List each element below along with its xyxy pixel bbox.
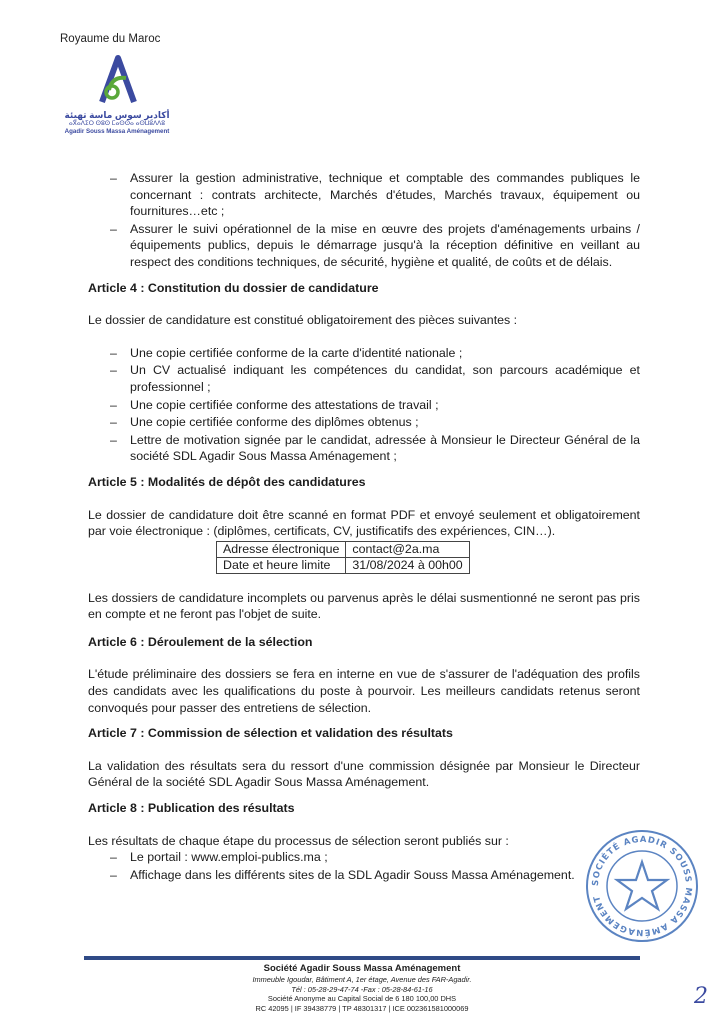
document-body — [88, 170, 640, 884]
table-cell-email: contact@2a.ma — [346, 541, 469, 557]
article-7-text: La validation des résultats sera du ressort d'une commission désignée par Monsieur le Directeur Général de la société SDL Agadir Sous Massa Aménagement. — [88, 758, 640, 790]
list-item: – Une copie certifiée conforme des diplômes obtenus ; — [110, 415, 419, 430]
article-4-list — [88, 345, 640, 465]
footer-company: Société Agadir Souss Massa Aménagement — [263, 963, 461, 974]
list-item: – Affichage dans les différents sites de la SDL Agadir Souss Massa Aménagement. — [110, 867, 575, 882]
footer-address: Immeuble Igoudar, Bâtiment A, 1er étage, Avenue des FAR-Agadir. — [252, 975, 472, 984]
footer-ids: RC 42095 | IF 39438779 | TP 48301317 | ICE 002361581000069 — [255, 1003, 469, 1013]
article-6-text: L'étude préliminaire des dossiers se fera en interne en vue de s'assurer de l'adéquation des profils des candidats avec les qualifications du poste à pourvoir. Les meilleurs candidats retenus seront convoqués pour passer des entretiens de sélection. — [88, 667, 640, 715]
footer-phone: Tél : 05-28-29-47-74 -Fax : 05-28-84-61-16 — [291, 984, 433, 994]
company-logo — [62, 52, 172, 142]
list-item: – Une copie certifiée conforme de la carte d'identité nationale ; — [110, 345, 463, 360]
intro-bullet-list — [88, 170, 640, 271]
footer-divider — [84, 956, 640, 960]
logo-arabic-text: أكادير سوس ماسة تهيئة — [64, 110, 170, 120]
table-row — [217, 557, 470, 573]
list-item: – Lettre de motivation signée par le candidat, adressée à Monsieur le Directeur Général de la société SDL Agadir Sous Massa Aménagement ; — [110, 432, 640, 464]
table-cell-label: Adresse électronique — [217, 541, 346, 557]
article-8-intro: Les résultats de chaque étape du processus de sélection seront publiés sur : — [88, 833, 509, 848]
article-6-heading: Article 6 : Déroulement de la sélection — [88, 634, 313, 649]
table-cell-label: Date et heure limite — [217, 557, 346, 573]
company-stamp-icon — [584, 828, 700, 944]
list-item: – Un CV actualisé indiquant les compétences du candidat, son parcours académique et professionnel ; — [110, 363, 640, 394]
stamp-text: SOCIÉTÉ AGADIR SOUSS MASSA AMÉNAGEMENT — [590, 834, 694, 938]
page-footer — [100, 963, 624, 1013]
list-item: – Le portail : www.emploi-publics.ma ; — [110, 850, 328, 865]
list-item: – Assurer la gestion administrative, technique et comptable des commandes publiques le concernant : contrats architecte, Marchés d'études, Marchés travaux, équipement ou fournitures…etc ; — [110, 171, 640, 219]
table-cell-deadline: 31/08/2024 à 00h00 — [346, 557, 469, 573]
footer-capital: Société Anonyme au Capital Social de 6 180 100,00 DHS — [267, 994, 457, 1003]
list-item: – Une copie certifiée conforme des attestations de travail ; — [110, 397, 439, 412]
logo-mark-icon — [90, 52, 146, 108]
article-7-heading: Article 7 : Commission de sélection et validation des résultats — [88, 726, 453, 741]
logo-latin-text: Agadir Souss Massa Aménagement — [64, 128, 170, 135]
kingdom-label: Royaume du Maroc — [60, 33, 161, 45]
submission-table — [216, 541, 470, 574]
article-5-intro: Le dossier de candidature doit être scanné en format PDF et envoyé seulement et obligatoirement par voie électronique : (diplômes, certificats, CV, justificatifs des expériences, CIN…). — [88, 507, 640, 539]
page-number: 2 — [694, 984, 708, 1009]
article-4-intro: Le dossier de candidature est constitué obligatoirement des pièces suivantes : — [88, 313, 518, 328]
table-row — [217, 541, 470, 557]
logo-tifinagh-text: ⴰⴳⴰⴷⵉⵔ ⵙⵓⵙ ⵎⴰⵙⵙⴰ ⴰⵙⵡⵓⴷⴷⵓ — [68, 121, 166, 127]
article-4-heading: Article 4 : Constitution du dossier de candidature — [88, 280, 379, 295]
article-8-heading: Article 8 : Publication des résultats — [88, 801, 295, 816]
article-5-heading: Article 5 : Modalités de dépôt des candidatures — [88, 474, 366, 489]
article-8-list — [88, 849, 640, 883]
article-5-note: Les dossiers de candidature incomplets ou parvenus après le délai susmentionné ne seront pas pris en compte et ne feront pas l'objet de suite. — [88, 590, 640, 622]
list-item: – Assurer le suivi opérationnel de la mise en œuvre des projets d'aménagements urbains / équipements publics, depuis le démarrage jusqu'à la réception définitive en veillant au respect des conditions techniques, de sécurité, hygiène et qualité, de coûts et de délais. — [110, 221, 640, 269]
